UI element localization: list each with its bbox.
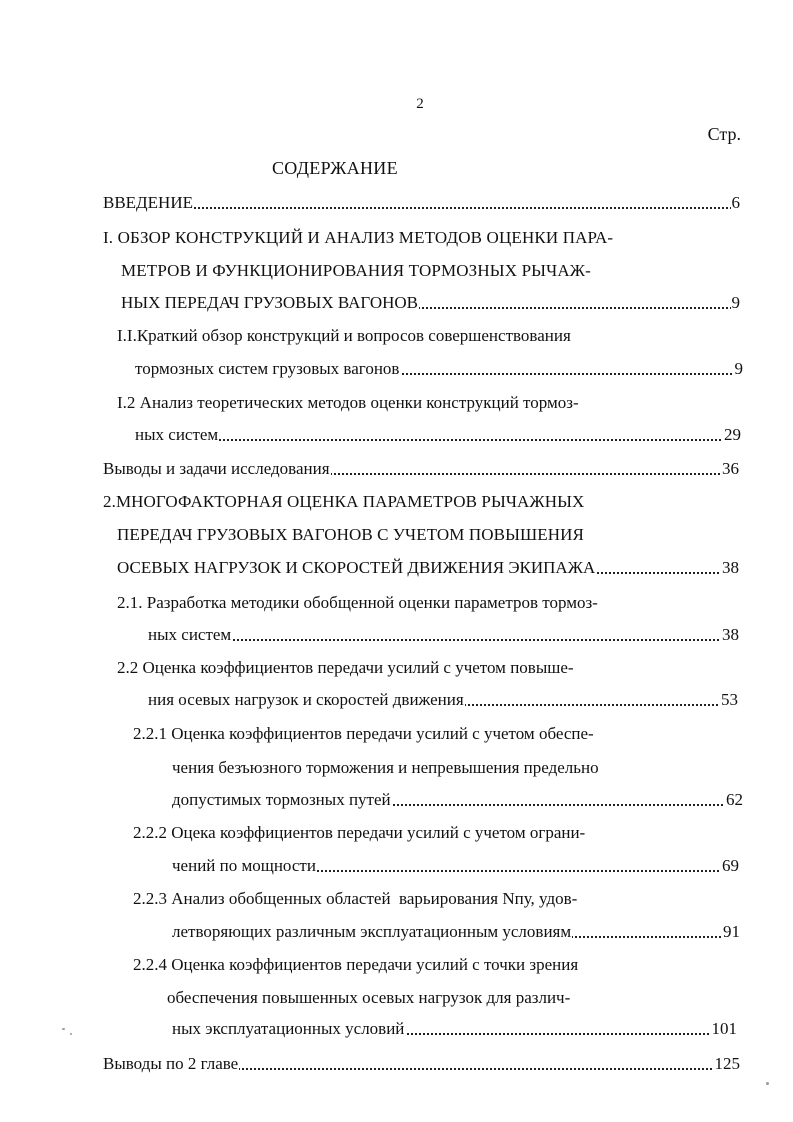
toc-entry-page: 36 xyxy=(722,459,739,478)
page-number: 2 xyxy=(416,96,424,112)
toc-entry-2-2-1 xyxy=(133,723,595,745)
toc-entry-chapter-1-end xyxy=(121,292,740,314)
toc-entry-page: 9 xyxy=(731,293,740,312)
toc-entry-2-2-4-cont xyxy=(167,987,571,1009)
toc-entry-2-2-end xyxy=(148,689,738,711)
toc-entry-text: 2.2.1 Оценка коэффициентов передачи усилий с учетом обеспе- xyxy=(133,724,594,743)
toc-entry-text: 2.МНОГОФАКТОРНАЯ ОЦЕНКА ПАРАМЕТРОВ РЫЧАЖНЫХ xyxy=(103,492,585,511)
toc-entry-text: ния осевых нагрузок и скоростей движения xyxy=(148,690,464,709)
toc-entry-conclusions-1 xyxy=(103,458,739,480)
toc-entry-text: обеспечения повышенных осевых нагрузок для различ- xyxy=(167,988,571,1007)
toc-entry-chapter-2-cont xyxy=(117,524,585,546)
toc-entry-text: 2.2.4 Оценка коэффициентов передачи усилий с точки зрения xyxy=(133,955,579,974)
toc-entry-text: ОСЕВЫХ НАГРУЗОК И СКОРОСТЕЙ ДВИЖЕНИЯ ЭКИПАЖА xyxy=(117,558,596,577)
toc-entry-text: I.I.Краткий обзор конструкций и вопросов совершенствования xyxy=(117,326,571,345)
toc-entry-chapter-1 xyxy=(103,227,614,249)
toc-entry-page: 53 xyxy=(721,690,738,709)
toc-entry-page: 125 xyxy=(714,1054,740,1073)
toc-entry-page: 29 xyxy=(724,425,741,444)
toc-entry-text: Выводы и задачи исследования xyxy=(103,459,330,478)
toc-entry-text: I. ОБЗОР КОНСТРУКЦИЙ И АНАЛИЗ МЕТОДОВ ОЦЕНКИ ПАРА- xyxy=(103,228,614,247)
toc-entry-2-2-4-end xyxy=(172,1018,737,1040)
toc-entry-page: 38 xyxy=(722,558,739,577)
toc-entry-text: Выводы по 2 главе xyxy=(103,1054,239,1073)
toc-entry-2-2-1-end xyxy=(172,789,743,811)
toc-entry-text: чения безъюзного торможения и непревышения предельно xyxy=(172,758,599,777)
toc-entry-2-2-3 xyxy=(133,888,578,910)
toc-entry-page: 6 xyxy=(731,193,740,212)
toc-entry-page: 9 xyxy=(734,359,743,378)
scan-speck xyxy=(62,1028,65,1030)
scan-speck xyxy=(70,1033,72,1035)
toc-entry-text: 2.1. Разработка методики обобщенной оценки параметров тормоз- xyxy=(117,593,598,612)
toc-entry-2-1 xyxy=(117,592,599,614)
toc-entry-chapter-2-end xyxy=(117,557,739,579)
toc-title: СОДЕРЖАНИЕ xyxy=(272,158,398,178)
toc-entry-text: допустимых тормозных путей xyxy=(172,790,391,809)
toc-entry-2-1-end xyxy=(148,624,739,646)
toc-entry-text: ных систем xyxy=(148,625,232,644)
toc-entry-1-1-end xyxy=(135,358,743,380)
toc-entry-text: тормозных систем грузовых вагонов xyxy=(135,359,400,378)
toc-entry-1-2-end xyxy=(135,424,741,446)
toc-entry-1-2 xyxy=(117,392,580,414)
toc-entry-conclusions-2 xyxy=(103,1053,740,1075)
toc-entry-text: НЫХ ПЕРЕДАЧ ГРУЗОВЫХ ВАГОНОВ xyxy=(121,293,418,312)
toc-entry-text: ПЕРЕДАЧ ГРУЗОВЫХ ВАГОНОВ С УЧЕТОМ ПОВЫШЕНИЯ xyxy=(117,525,584,544)
page-column-label: Стр. xyxy=(707,124,741,144)
toc-entry-text: 2.2.3 Анализ обобщенных областей варьирования Nпу, удов- xyxy=(133,889,578,908)
toc-entry-2-2-3-end xyxy=(172,921,740,943)
toc-entry-chapter-2 xyxy=(103,491,585,513)
toc-entry-text: чений по мощности xyxy=(172,856,316,875)
toc-entry-page: 101 xyxy=(711,1019,737,1038)
toc-entry-text: МЕТРОВ И ФУНКЦИОНИРОВАНИЯ ТОРМОЗНЫХ РЫЧАЖ- xyxy=(121,261,591,280)
toc-entry-text: ных эксплуатационных условий xyxy=(172,1019,405,1038)
toc-entry-chapter-1-cont xyxy=(121,260,592,282)
toc-entry-page: 91 xyxy=(723,922,740,941)
toc-entry-1-1 xyxy=(117,325,572,347)
toc-entry-text: ных систем xyxy=(135,425,219,444)
toc-entry-page: 69 xyxy=(722,856,739,875)
scan-speck xyxy=(766,1082,769,1085)
toc-entry-text: 2.2.2 Оцека коэффициентов передачи усилий с учетом ограни- xyxy=(133,823,586,842)
toc-entry-page: 38 xyxy=(722,625,739,644)
toc-entry-2-2-4 xyxy=(133,954,579,976)
toc-entry-2-2-2 xyxy=(133,822,586,844)
toc-entry-2-2-2-end xyxy=(172,855,739,877)
toc-entry-text: 2.2 Оценка коэффициентов передачи усилий с учетом повыше- xyxy=(117,658,574,677)
toc-entry-2-2 xyxy=(117,657,575,679)
toc-entry-text: ВВЕДЕНИЕ xyxy=(103,193,193,212)
toc-entry-2-2-1-cont xyxy=(172,757,600,779)
toc-entry-text: летворяющих различным эксплуатационным условиям xyxy=(172,922,572,941)
toc-entry-page: 62 xyxy=(726,790,743,809)
toc-entry-introduction xyxy=(103,192,740,214)
toc-entry-text: I.2 Анализ теоретических методов оценки конструкций тормоз- xyxy=(117,393,579,412)
